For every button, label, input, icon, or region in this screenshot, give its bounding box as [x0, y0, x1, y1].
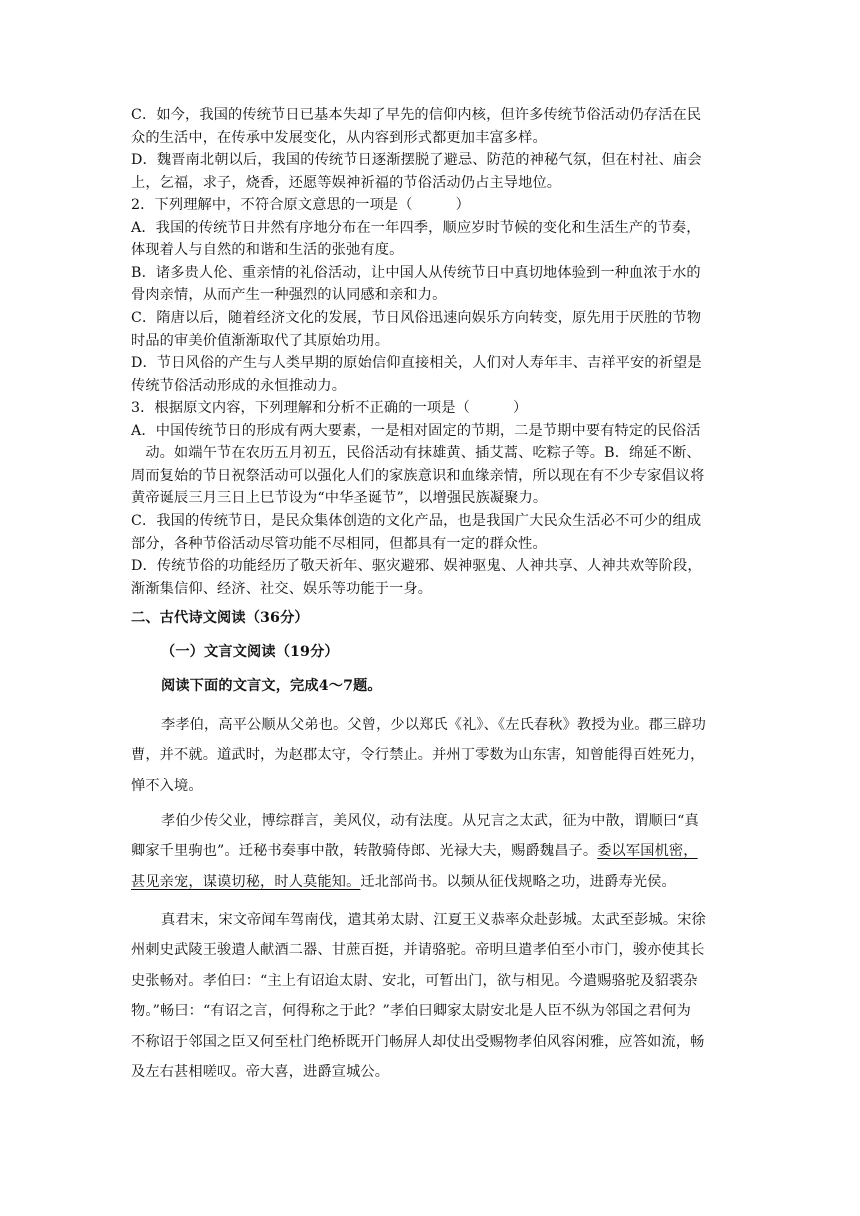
option-line: 上，乞福，求子，烧香，还愿等娱神祈福的节俗活动仍占主导地位。 — [131, 174, 562, 191]
underlined-sentence: 委以军国机密， — [597, 843, 698, 860]
question-1-options — [131, 104, 731, 194]
option-line: 体现着人与自然的和谐和生活的张弛有度。 — [131, 242, 404, 259]
question-3-stem: 3．根据原文内容，下列理解和分析不正确的一项是（ ） — [131, 400, 528, 416]
option-line: 众的生活中，在传承中发展变化，从内容到形式都更加丰富多样。 — [131, 129, 547, 146]
passage-line: 真君末，宋文帝闻车驾南伐，遣其弟太尉、江夏王义恭率众赴彭城。太武至彭城。宋徐 — [161, 912, 706, 928]
question-2 — [131, 194, 731, 397]
option-line: C．如今，我国的传统节日已基本失却了早先的信仰内核，但许多传统节俗活动仍存活在民 — [131, 107, 702, 123]
option-line: 黄帝诞辰三月三日上巳节设为“中华圣诞节”，以增强民族凝聚力。 — [131, 490, 548, 507]
sub-section-heading: （一）文言文阅读（19分） — [161, 644, 339, 660]
option-line: D．传统节俗的功能经历了敬天祈年、驱灾避邪、娱神驱鬼、人神共享、人神共欢等阶段， — [131, 558, 702, 575]
option-line: A．我国的传统节日井然有序地分布在一年四季，顺应岁时节候的变化和生活生产的节奏， — [131, 219, 701, 236]
option-line: C．我国的传统节日，是民众集体创造的文化产品，也是我国广大民众生活必不可少的组成 — [131, 512, 702, 529]
passage-paragraph-1 — [131, 710, 731, 801]
passage-line: 曹，并不就。道武时，为赵郡太守，令行禁止。并州丁零数为山东害，知曾能得百姓死力， — [131, 747, 705, 764]
option-line: 周而复始的节日祝祭活动可以强化人们的家族意识和血缘亲情，所以现在有不少专家倡议将 — [131, 467, 705, 484]
passage-text: 迁北部尚书。以频从征伐规略之功，进爵寿光侯。 — [360, 873, 676, 890]
option-line: B．诸多贵人伦、重亲情的礼俗活动，让中国人从传统节日中真切地体验到一种血浓于水的 — [131, 264, 701, 281]
passage-line: 物。”畅曰：“有诏之言，何得称之于此？”孝伯曰卿家太尉安北是人臣不纵为邻国之君何为 — [131, 1003, 691, 1020]
section-heading: 二、古代诗文阅读（36分） — [131, 610, 309, 626]
passage-line: 史张畅对。孝伯曰：“主上有诏迨太尉、安北，可暂出门，欲与相见。今遣赐骆驼及貂裘杂 — [131, 972, 698, 989]
option-line: 渐渐集信仰、经济、社交、娱乐等功能于一身。 — [131, 580, 433, 597]
option-line: 动。如端午节在农历五月初五，民俗活动有抹雄黄、插艾蒿、吃粽子等。B．绵延不断、 — [131, 445, 701, 462]
option-line: 骨肉亲情，从而产生一种强烈的认同感和亲和力。 — [131, 287, 447, 304]
passage-line — [131, 836, 731, 866]
passage-line: 州刺史武陵王骏遣人献酒二器、甘蔗百挺，并请骆驼。帝明旦遣孝伯至小市门，骏亦使其长 — [131, 942, 705, 959]
option-line: 传统节俗活动形成的永恒推动力。 — [131, 377, 347, 394]
passage-line: 惮不入境。 — [131, 777, 203, 794]
option-line: D．魏晋南北朝以后，我国的传统节日逐渐摆脱了避忌、防范的神秘气氛，但在村社、庙会 — [131, 152, 702, 169]
instruction-text: 阅读下面的文言文，完成4～7题。 — [161, 678, 382, 694]
option-line: A．中国传统节日的形成有两大要素，一是相对固定的节期，二是节期中要有特定的民俗活 — [131, 422, 701, 439]
option-line: C．隋唐以后，随着经济文化的发展，节日风俗迅速向娱乐方向转变，原先用于厌胜的节物 — [131, 309, 702, 326]
passage-line: 及左右甚相嗟叹。帝大喜，进爵宣城公。 — [131, 1064, 390, 1081]
passage-line — [131, 867, 731, 897]
underlined-sentence: 甚见亲宠，谋谟切秘，时人莫能知。 — [131, 873, 361, 890]
passage-paragraph-3 — [131, 905, 731, 1087]
question-2-stem: 2．下列理解中，不符合原文意思的一项是（ ） — [131, 197, 470, 213]
passage-text: 卿家千里驹也”。迁秘书奏事中散，转散骑侍郎、光禄大夫，赐爵魏昌子。 — [131, 843, 598, 860]
passage-line: 孝伯少传父业，博综群言，美风仪，动有法度。从兄言之太武，征为中散，谓顺曰“真 — [161, 813, 699, 829]
option-line: D．节日风俗的产生与人类早期的原始信仰直接相关，人们对人寿年丰、吉祥平安的祈望是 — [131, 355, 702, 372]
passage-line: 不称诏于邻国之臣又何至杜门绝桥既开门畅屏人却仗出受赐物孝伯风容闲雅，应答如流，畅 — [131, 1033, 705, 1050]
passage-line: 李孝伯，高平公顺从父弟也。父曾，少以郑氏《礼》、《左氏春秋》教授为业。郡三辟功 — [161, 717, 706, 733]
option-line: 时品的审美价值渐渐取代了其原始功用。 — [131, 332, 390, 349]
question-3 — [131, 397, 731, 600]
option-line: 部分，各种节俗活动尽管功能不尽相同，但都具有一定的群众性。 — [131, 535, 547, 552]
passage-paragraph-2 — [131, 806, 731, 897]
